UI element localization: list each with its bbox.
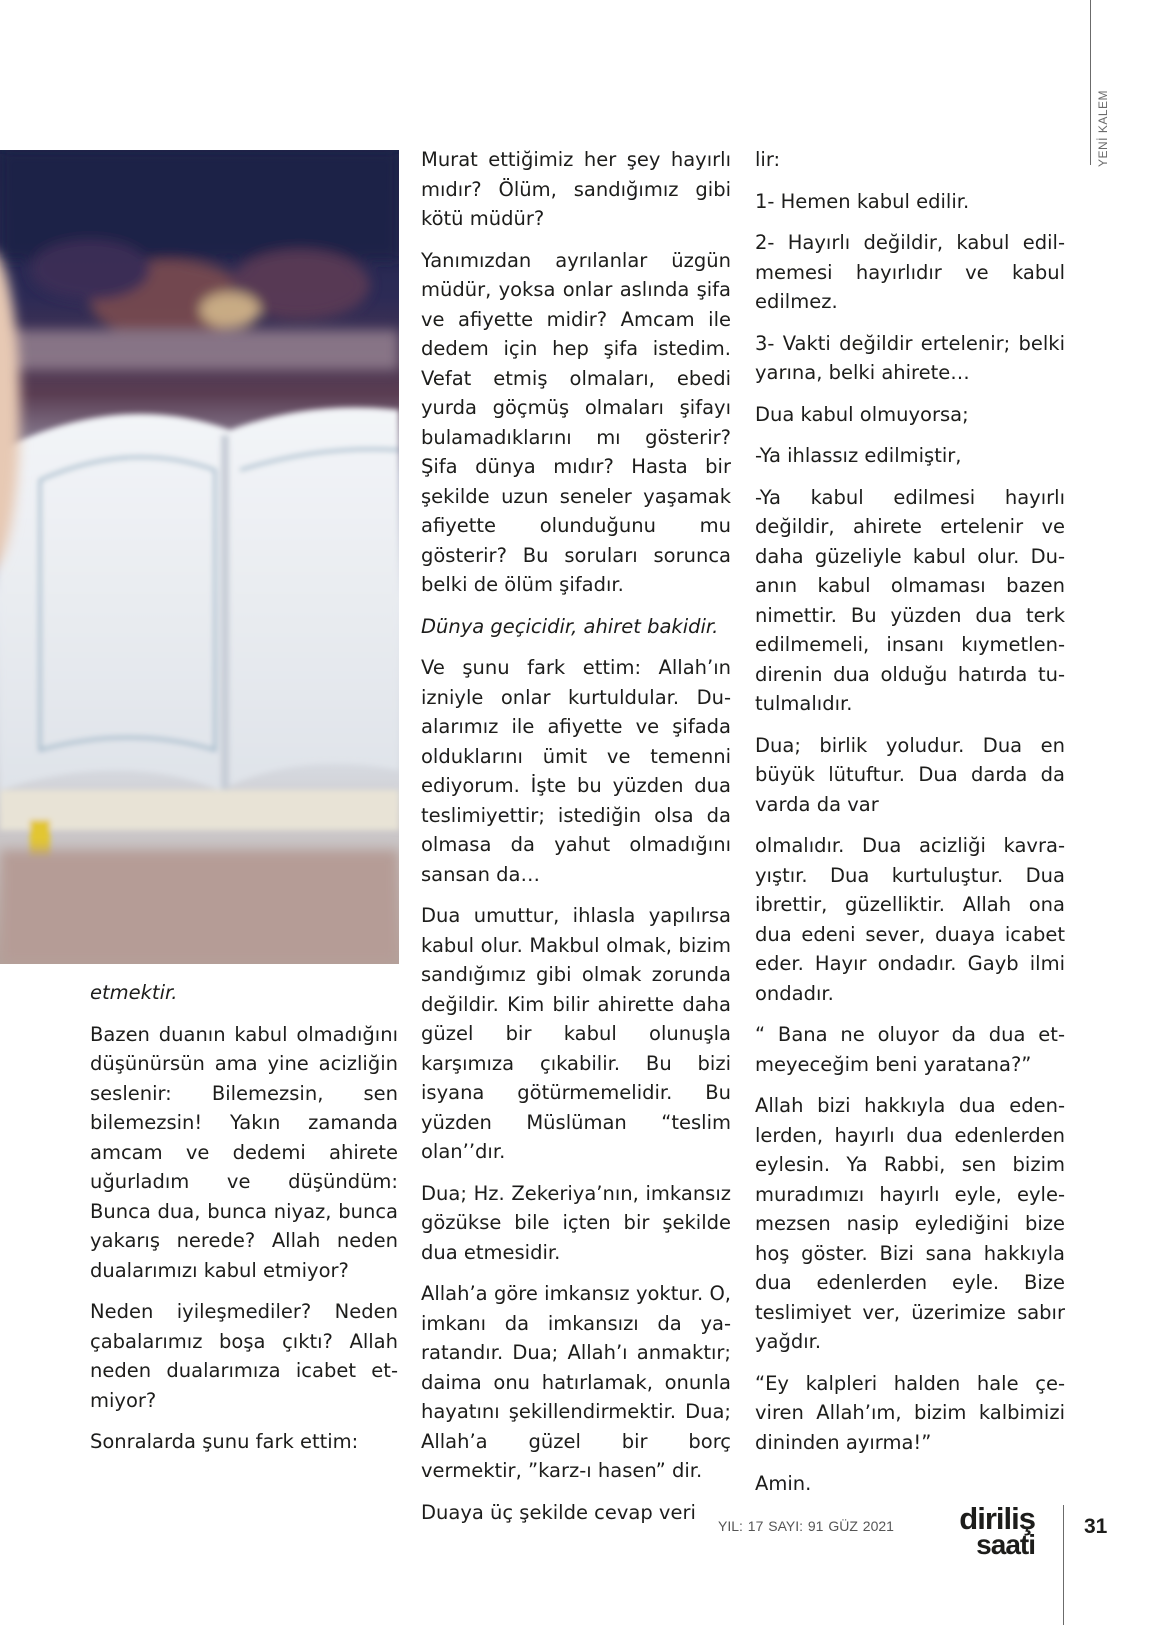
- logo-line-1: diriliş: [959, 1501, 1035, 1536]
- paragraph: lir:: [755, 148, 781, 171]
- paragraph: Sonralarda şunu fark ettim:: [90, 1430, 359, 1453]
- page-number: 31: [1084, 1515, 1108, 1538]
- paragraph: Bazen duanın kabul olmadığını düşünürsün ama yine acizliğin seslenir: Bilemezsin, sen bilemezsin! Yakın zamanda amcam ve dedemi ahirete uğurladım ve düşündüm: Bunca dua, bunca niyaz, bunca yakarış nerede? Allah neden dualarımızı kabul etmiyor?: [90, 1022, 398, 1282]
- article-column-2: [421, 145, 731, 1539]
- logo-line-2: saati: [976, 1529, 1035, 1560]
- paragraph: Duaya üç şekilde cevap veri: [421, 1500, 696, 1524]
- paragraph: Neden iyileşmediler? Neden çabalarımız boşa çıktı? Allah neden dualarımıza icabet etmiyor?: [90, 1300, 398, 1412]
- paragraph: etmektir.: [90, 981, 178, 1004]
- paragraph: -Ya ihlassız edilmiştir,: [755, 444, 962, 467]
- article-column-1: [90, 978, 398, 1469]
- paragraph: Ve şunu fark ettim: Allah’ın izniyle onlar kurtuldular. Dualarımız ile afiyette ve şifada olduklarını ümit ve temenni ediyorum. İşte bu yüzden dua teslimiyettir; istediğin olsa da olmasa da yahut olmadığını sansan da…: [421, 656, 731, 886]
- paragraph: -Ya kabul edilmesi hayırlı değildir, ahirete ertelenir ve daha güzeliyle kabul olur. Duanın kabul olmaması bazen nimettir. Bu yüzden dua terk edilmemeli, insanı kıymetlendirenin dua olduğu hatırda tutulmalıdır.: [755, 485, 1065, 715]
- paragraph: Allah’a göre imkansız yoktur. O, imkanı da imkansızı da yaratandır. Dua; Allah’ı anmaktır; daima onu hatırlamak, onunla hayatını şekillendirmektir. Dua; Allah’a güzel bir borç vermektir, ”karz-ı hasen” dir.: [421, 1282, 731, 1482]
- paragraph: Yanımızdan ayrılanlar üzgün müdür, yoksa onlar aslında şifa ve afiyette midir? Amcam ile dedem için hep şifa istedim. Vefat etmiş olmaları, ebedi yurda göçmüş olmaları şifayı bulamadıklarını mı gösterir? Şifa dünya mıdır? Hasta bir şekilde uzun seneler yaşamak afiyette olunduğunu mu gösterir? Bu soruları sorunca belki de ölüm şifadır.: [421, 248, 731, 596]
- article-column-3: [755, 145, 1065, 1511]
- paragraph: “Ey kalpleri halden hale çeviren Allah’ım, bizim kalbimizi dininden ayırma!”: [755, 1371, 1065, 1454]
- paragraph: Dua; birlik yoludur. Dua en büyük lütuftur. Dua darda da varda da var: [755, 733, 1065, 816]
- paragraph: “ Bana ne oluyor da dua etmeyeceğim beni yaratana?”: [755, 1023, 1065, 1076]
- issue-info: YIL: 17 SAYI: 91 GÜZ 2021: [718, 1518, 894, 1534]
- paragraph: 1- Hemen kabul edilir.: [755, 189, 970, 213]
- paragraph: Dünya geçicidir, ahiret bakidir.: [421, 614, 719, 638]
- paragraph: Allah bizi hakkıyla dua edenlerden, hayırlı dua edenlerden eylesin. Ya Rabbi, sen bizim muradımızı hayırlı eyle, eylemezsen nasip eylediğini bize hoş göster. Bizi sana hakkıyla dua edenlerden eyle. Bize teslimiyet ver, üzerimize sabır yağdır.: [755, 1094, 1065, 1353]
- section-label: YENİ KALEM: [1096, 89, 1110, 167]
- footer-rule: [1063, 1505, 1064, 1625]
- paragraph: Dua; Hz. Zekeriya’nın, imkansız gözükse bile içten bir şekilde dua etmesidir.: [421, 1181, 731, 1264]
- open-quran-icon: [0, 150, 399, 964]
- paragraph: Dua kabul olmuyorsa;: [755, 402, 969, 426]
- paragraph: Dua umuttur, ihlasla yapılırsa kabul olur. Makbul olmak, bizim sandığımız gibi olmak zorunda değildir. Kim bilir ahirette daha güzel bir kabul olunuşla karşımıza çıkabilir. Bu bizi isyana götürmemelidir. Bu yüzden Müslüman “teslim olan’’dır.: [421, 904, 731, 1163]
- paragraph: Murat ettiğimiz her şey hayırlı mıdır? Ölüm, sandığımız gibi kötü müdür?: [421, 148, 731, 230]
- paragraph: 2- Hayırlı değildir, kabul edilmemesi hayırlıdır ve kabul edilmez.: [755, 231, 1065, 313]
- magazine-logo: [950, 1501, 1035, 1560]
- paragraph: 3- Vakti değildir ertelenir; belki yarına, belki ahirete…: [755, 331, 1065, 384]
- header-rule: [1090, 0, 1091, 165]
- article-photo: [0, 150, 399, 964]
- paragraph: Amin.: [755, 1472, 812, 1495]
- paragraph: olmalıdır. Dua acizliği kavrayıştır. Dua kurtuluştur. Dua ibrettir, güzelliktir. Allah ona dua edeni sever, duaya icabet eder. Hayır ondadır. Gayb ilmi ondadır.: [755, 834, 1065, 1005]
